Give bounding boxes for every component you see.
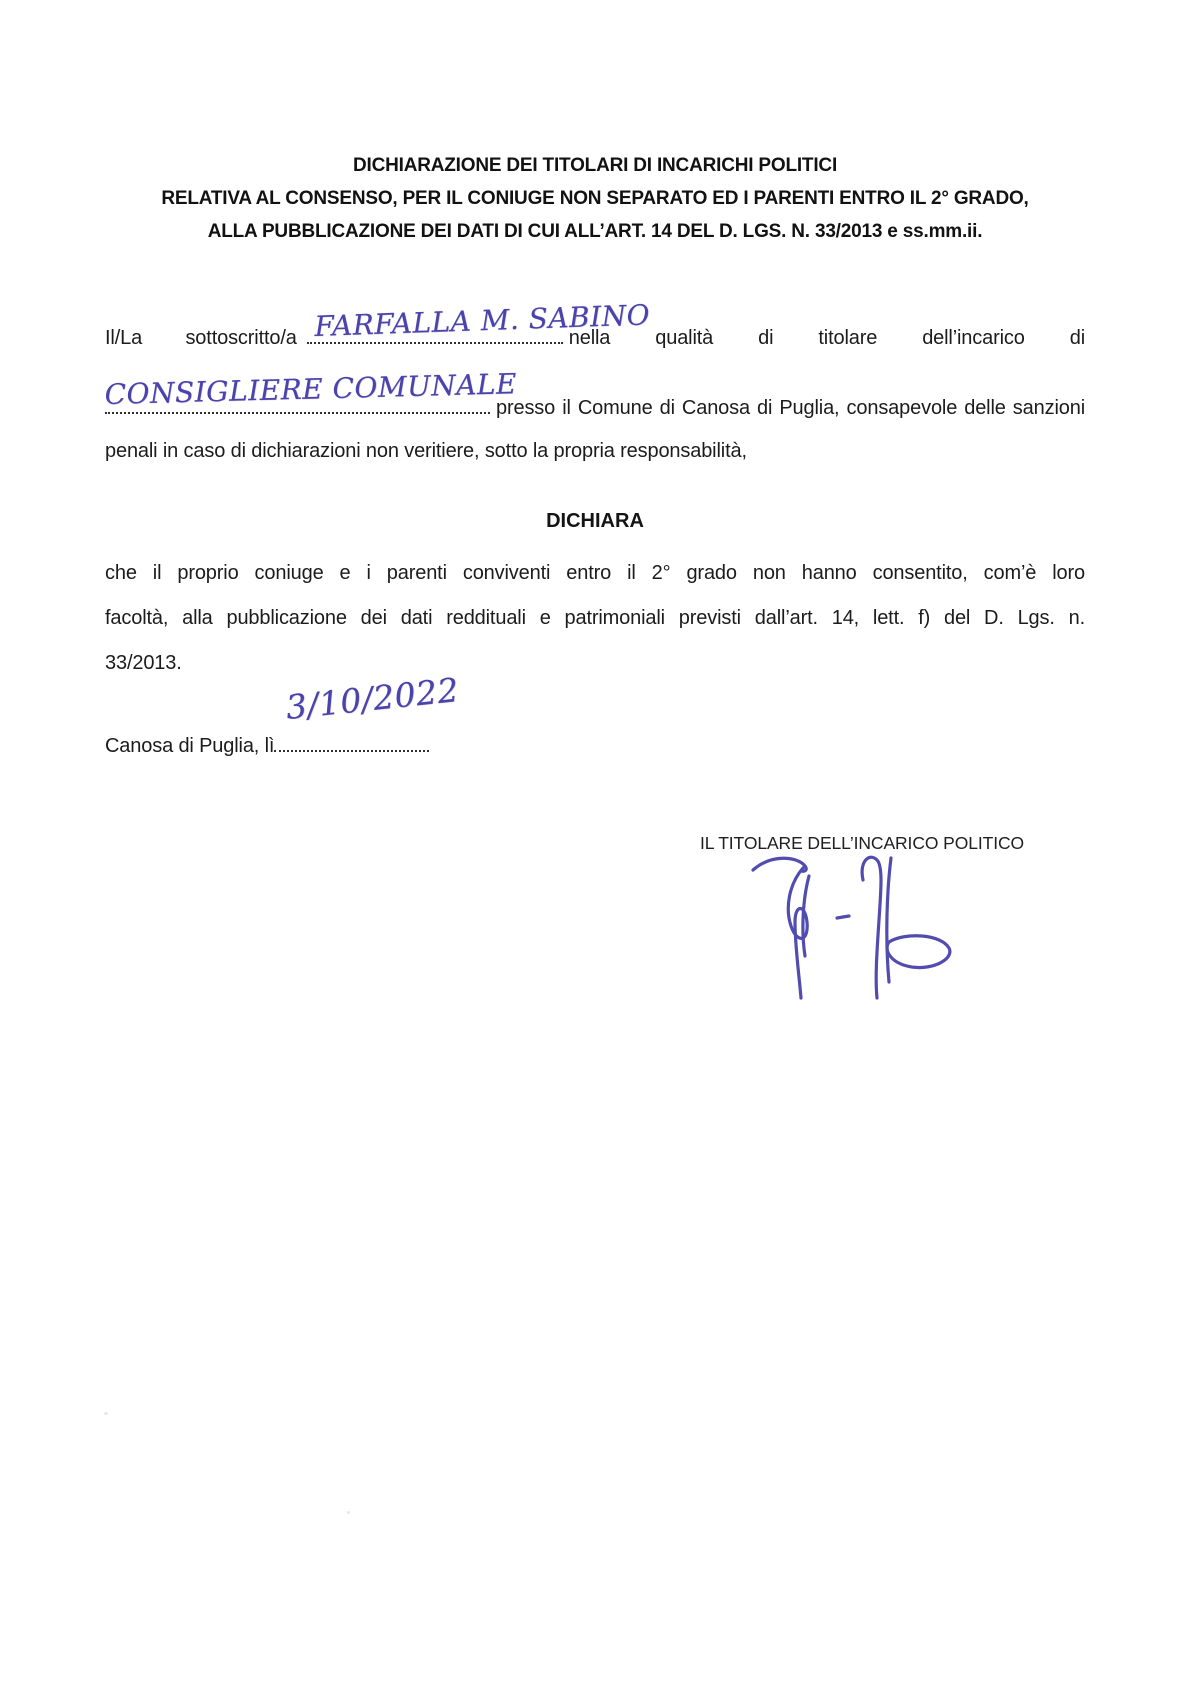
handwritten-date: 3/10/2022 [283, 670, 461, 727]
scan-speck [104, 1412, 108, 1415]
signature-caption: IL TITOLARE DELL’INCARICO POLITICO [700, 833, 1025, 853]
scan-speck [347, 1511, 350, 1514]
date-line [274, 730, 429, 752]
signature-scrawl [745, 846, 975, 1006]
body-line-1: che il proprio coniuge e i parenti conviventi entro il 2° grado non hanno consentito, com’è loro [105, 562, 1085, 584]
title-line-2: RELATIVA AL CONSENSO, PER IL CONIUGE NON SEPARATO ED I PARENTI ENTRO IL 2° GRADO, [161, 188, 1029, 209]
handwritten-name: FARFALLA M. SABINO [313, 298, 651, 343]
intro-after-name-text: nella qualità di titolare dell’incarico di [568, 327, 1085, 349]
place-date-line [105, 730, 429, 758]
intro-prefix-text: Il/La sottoscritto/a [105, 327, 297, 349]
body-line-3: 33/2013. [105, 652, 182, 674]
intro-line-2-text: presso il Comune di Canosa di Puglia, consapevole delle sanzioni [496, 397, 1085, 419]
title-line-1: DICHIARAZIONE DEI TITOLARI DI INCARICHI POLITICI [352, 155, 838, 176]
body-line-2: facoltà, alla pubblicazione dei dati reddituali e patrimoniali previsti dall’art. 14, lett. f) del D. Lgs. n. [105, 607, 1085, 629]
role-signature-line [104, 367, 518, 414]
intro-line-3: penali in caso di dichiarazioni non veritiere, sotto la propria responsabilità, [105, 440, 747, 462]
dichiara-heading: DICHIARA [546, 510, 644, 532]
intro-line-2 [104, 367, 1085, 420]
title-line-3: ALLA PUBBLICAZIONE DEI DATI DI CUI ALL’ART. 14 DEL D. LGS. N. 33/2013 e ss.mm.ii. [207, 221, 983, 242]
place-text: Canosa di Puglia, lì [105, 735, 275, 757]
name-signature-line [307, 298, 651, 344]
handwritten-role: CONSIGLIERE COMUNALE [104, 367, 518, 411]
document-title [0, 149, 1190, 248]
intro-line-1 [105, 298, 1085, 350]
